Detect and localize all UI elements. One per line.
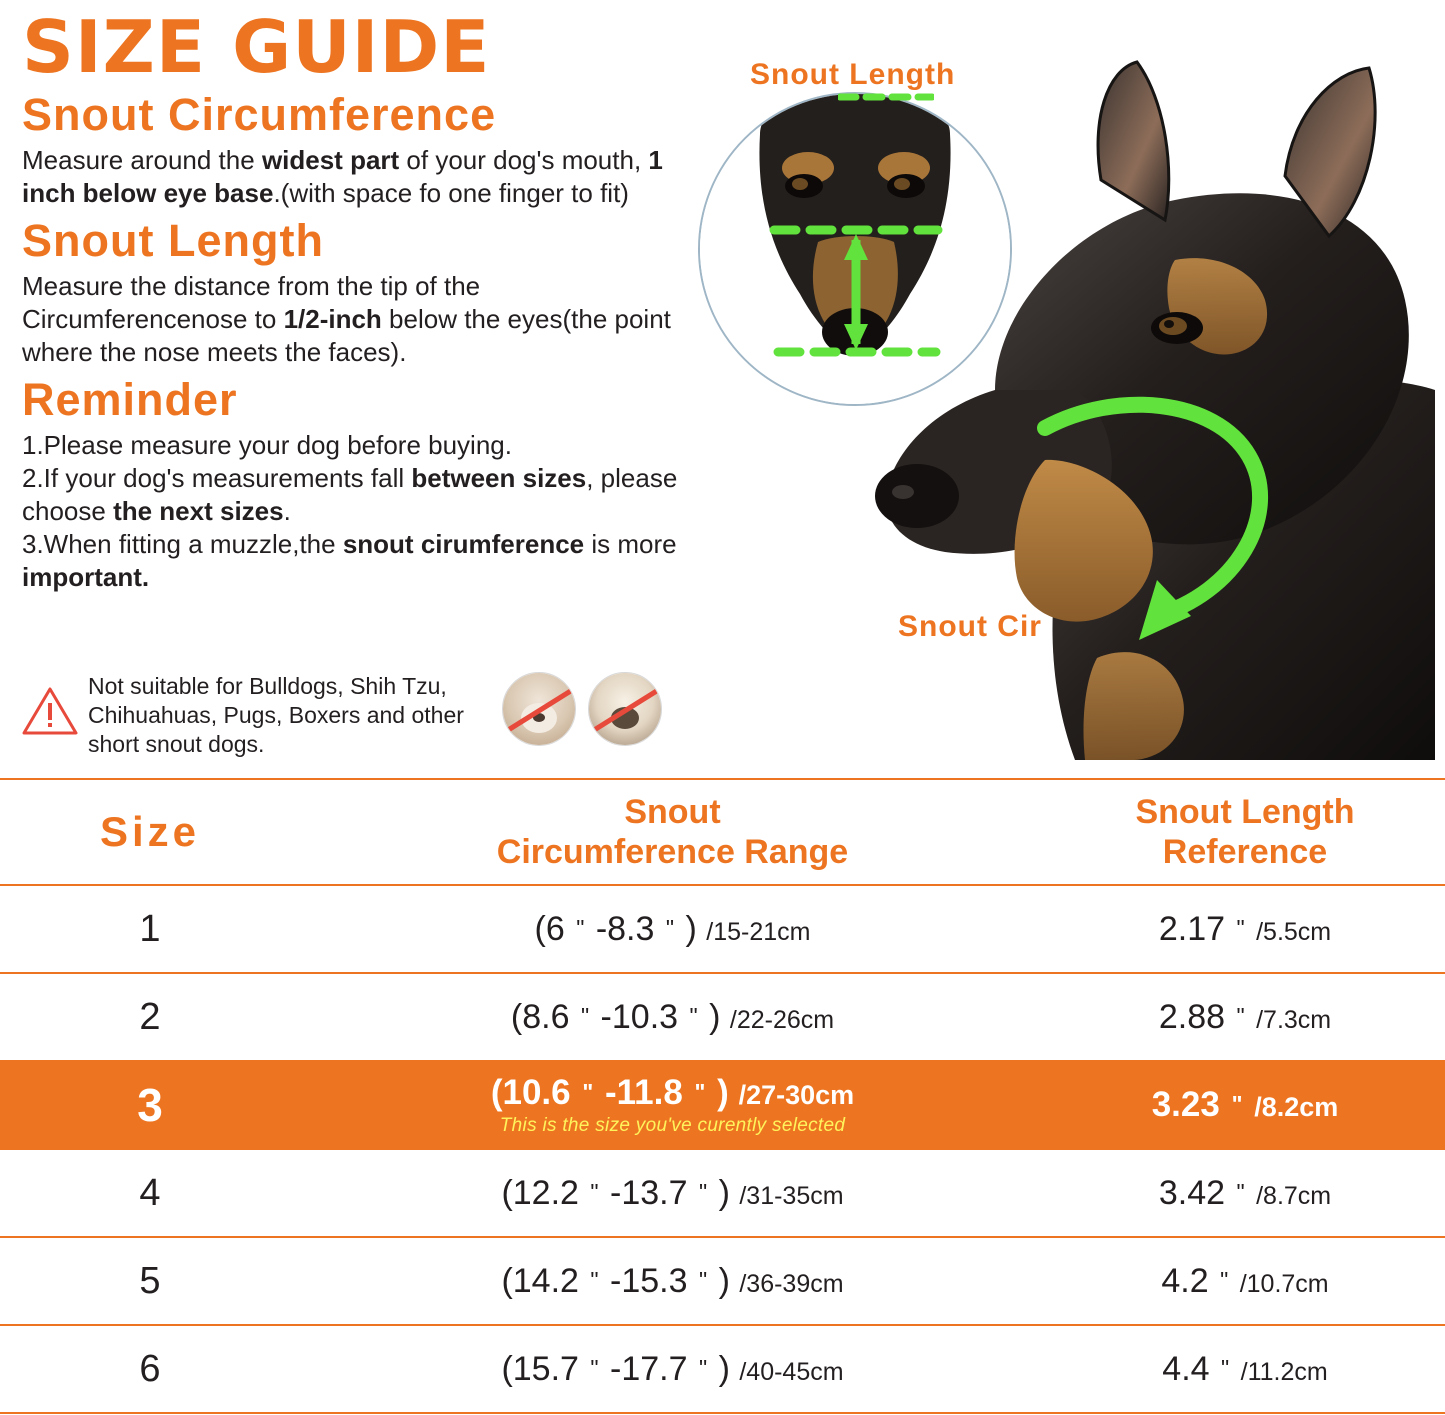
header-circumference-line2: Circumference Range — [496, 833, 849, 871]
header-size: Size — [0, 779, 300, 885]
size-table-wrapper — [0, 778, 1445, 1414]
cell-length: 4.2 " /10.7cm — [1045, 1237, 1445, 1325]
cell-size: 2 — [0, 973, 300, 1061]
header-length-line1: Snout Length — [1135, 793, 1355, 831]
table-row[interactable] — [0, 1325, 1445, 1413]
cell-circumference: (14.2 " -15.3 " ) /36-39cm — [300, 1237, 1045, 1325]
shih-tzu-no-icon — [588, 672, 662, 746]
cell-circumference: (6 " -8.3 " ) /15-21cm — [300, 885, 1045, 973]
warning-text: Not suitable for Bulldogs, Shih Tzu, Chihuahuas, Pugs, Boxers and other short snout dogs. — [88, 673, 464, 757]
table-row[interactable] — [0, 973, 1445, 1061]
header-length-line2: Reference — [1162, 833, 1328, 871]
table-row-selected[interactable] — [0, 1061, 1445, 1149]
section-heading-snout-length: Snout Length — [22, 215, 324, 266]
table-row[interactable] — [0, 1149, 1445, 1237]
cell-size: 6 — [0, 1325, 300, 1413]
section-heading-snout-circumference: Snout Circumference — [22, 89, 497, 140]
cell-length: 4.4 " /11.2cm — [1045, 1325, 1445, 1413]
cell-circumference: (8.6 " -10.3 " ) /22-26cm — [300, 973, 1045, 1061]
cell-circumference: (12.2 " -13.7 " ) /31-35cm — [300, 1149, 1045, 1237]
cell-circumference: (15.7 " -17.7 " ) /40-45cm — [300, 1325, 1045, 1413]
cell-length: 3.23 " /8.2cm — [1045, 1061, 1445, 1149]
cell-circumference: (10.6 " -11.8 " ) /27-30cm This is the size you've curently selected — [300, 1061, 1045, 1149]
header-circumference — [300, 779, 1045, 885]
table-body — [0, 885, 1445, 1413]
cell-size: 3 — [0, 1061, 300, 1149]
section-body-snout-length: Measure the distance from the tip of the Circumferencenose to 1/2-inch below the eyes(the point where the nose meets the faces). — [22, 271, 671, 367]
cell-size: 1 — [0, 885, 300, 973]
illustration-area — [690, 0, 1445, 778]
cell-length: 2.17 " /5.5cm — [1045, 885, 1445, 973]
snout-length-caption-dash — [838, 88, 934, 96]
table-header-row — [0, 779, 1445, 885]
warning-box — [22, 672, 722, 759]
table-row[interactable] — [0, 885, 1445, 973]
cell-length: 3.42 " /8.7cm — [1045, 1149, 1445, 1237]
snout-length-callout-label: Snout Length — [750, 58, 956, 91]
excluded-breeds — [502, 672, 662, 746]
header-circumference-line1: Snout — [624, 793, 721, 831]
cell-length: 2.88 " /7.3cm — [1045, 973, 1445, 1061]
section-body-snout-circumference: Measure around the widest part of your dog's mouth, 1 inch below eye base.(with space fo one finger to fit) — [22, 145, 663, 208]
cell-size: 4 — [0, 1149, 300, 1237]
header-length — [1045, 779, 1445, 885]
cell-size: 5 — [0, 1237, 300, 1325]
section-heading-reminder: Reminder — [22, 374, 238, 425]
snout-length-inset-photo — [698, 92, 1012, 406]
snout-circumference-callout-label: Snout Cir — [898, 610, 1042, 643]
section-body-reminder: 1.Please measure your dog before buying. 2.If your dog's measurements fall between sizes, please choose the next sizes. 3.When fitting a muzzle,the snout cirumference is more important. — [22, 430, 678, 592]
selected-size-note: This is the size you've curently selected — [499, 1115, 846, 1136]
bulldog-no-icon — [502, 672, 576, 746]
size-table — [0, 778, 1445, 1414]
table-row[interactable] — [0, 1237, 1445, 1325]
page-title: SIZE GUIDE — [22, 5, 491, 89]
warning-triangle-icon — [22, 686, 78, 736]
